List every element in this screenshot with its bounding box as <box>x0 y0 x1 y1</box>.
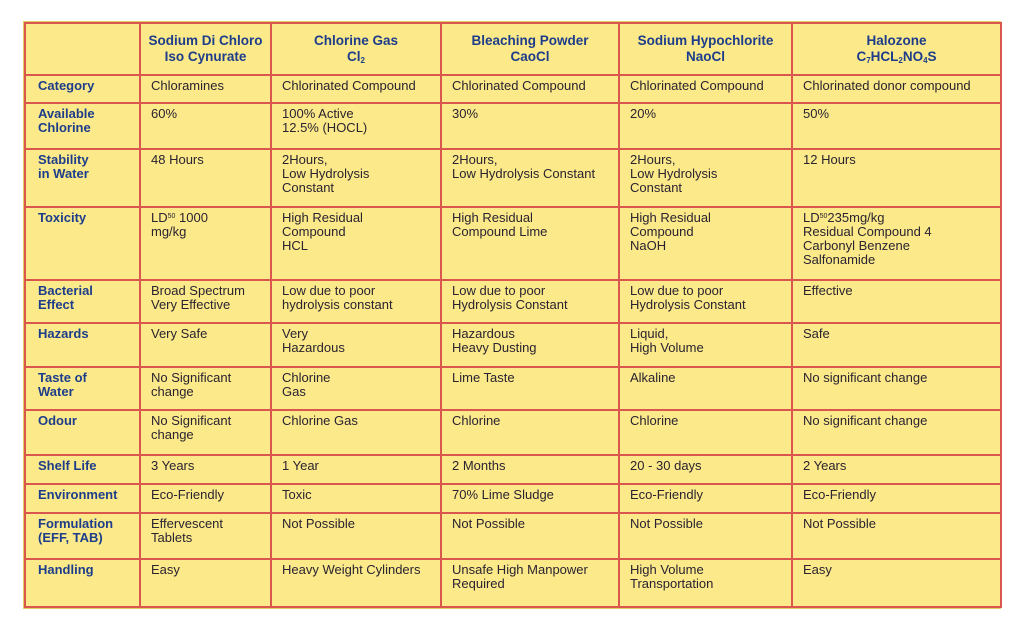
cell-taste-of-water-halozone: No significant change <box>792 367 1001 410</box>
cell-stability-in-water-sodium-hypochlorite: 2Hours, Low Hydrolysis Constant <box>619 149 792 207</box>
disinfectant-comparison-table <box>24 22 1002 608</box>
cell-odour-sodium-dichloroisocyanurate: No Significant change <box>140 410 271 454</box>
cell-odour-chlorine-gas: Chlorine Gas <box>271 410 441 454</box>
table-row-available-chlorine <box>25 103 1001 148</box>
cell-stability-in-water-bleaching-powder: 2Hours, Low Hydrolysis Constant <box>441 149 619 207</box>
cell-hazards-chlorine-gas: Very Hazardous <box>271 323 441 367</box>
table-header-row <box>25 23 1001 75</box>
cell-taste-of-water-bleaching-powder: Lime Taste <box>441 367 619 410</box>
table-row-odour <box>25 410 1001 454</box>
cell-formulation-sodium-hypochlorite: Not Possible <box>619 513 792 558</box>
cell-handling-halozone: Easy <box>792 559 1001 607</box>
cell-available-chlorine-sodium-hypochlorite: 20% <box>619 103 792 148</box>
row-label-stability-in-water: Stability in Water <box>25 149 140 207</box>
cell-bacterial-effect-sodium-dichloroisocyanurate: Broad Spectrum Very Effective <box>140 280 271 323</box>
table-row-environment <box>25 484 1001 513</box>
cell-handling-sodium-hypochlorite: High Volume Transportation <box>619 559 792 607</box>
cell-category-bleaching-powder: Chlorinated Compound <box>441 75 619 103</box>
cell-category-sodium-dichloroisocyanurate: Chloramines <box>140 75 271 103</box>
cell-odour-bleaching-powder: Chlorine <box>441 410 619 454</box>
row-label-handling: Handling <box>25 559 140 607</box>
cell-formulation-sodium-dichloroisocyanurate: Effervescent Tablets <box>140 513 271 558</box>
table-row-handling <box>25 559 1001 607</box>
cell-taste-of-water-chlorine-gas: Chlorine Gas <box>271 367 441 410</box>
cell-shelf-life-chlorine-gas: 1 Year <box>271 455 441 484</box>
row-label-available-chlorine: Available Chlorine <box>25 103 140 148</box>
cell-category-sodium-hypochlorite: Chlorinated Compound <box>619 75 792 103</box>
cell-bacterial-effect-sodium-hypochlorite: Low due to poor Hydrolysis Constant <box>619 280 792 323</box>
table-row-formulation <box>25 513 1001 558</box>
cell-shelf-life-sodium-dichloroisocyanurate: 3 Years <box>140 455 271 484</box>
cell-category-halozone: Chlorinated donor compound <box>792 75 1001 103</box>
row-label-category: Category <box>25 75 140 103</box>
cell-environment-halozone: Eco-Friendly <box>792 484 1001 513</box>
cell-shelf-life-bleaching-powder: 2 Months <box>441 455 619 484</box>
row-label-shelf-life: Shelf Life <box>25 455 140 484</box>
chemical-formula: $C_7HCL_2NO_4S$ <box>856 49 937 65</box>
cell-hazards-sodium-dichloroisocyanurate: Very Safe <box>140 323 271 367</box>
cell-available-chlorine-sodium-dichloroisocyanurate: 60% <box>140 103 271 148</box>
column-header-bleaching-powder: Bleaching Powder CaoCl <box>441 23 619 75</box>
column-header-chlorine-gas: Chlorine Gas $Cl_2$ <box>271 23 441 75</box>
table-row-stability-in-water <box>25 149 1001 207</box>
row-label-bacterial-effect: Bacterial Effect <box>25 280 140 323</box>
cell-hazards-bleaching-powder: Hazardous Heavy Dusting <box>441 323 619 367</box>
corner-cell <box>25 23 140 75</box>
cell-taste-of-water-sodium-dichloroisocyanurate: No Significant change <box>140 367 271 410</box>
row-label-hazards: Hazards <box>25 323 140 367</box>
cell-toxicity-chlorine-gas: High Residual Compound HCL <box>271 207 441 280</box>
cell-environment-sodium-hypochlorite: Eco-Friendly <box>619 484 792 513</box>
chemical-formula: NaoCl <box>685 49 725 64</box>
cell-stability-in-water-halozone: 12 Hours <box>792 149 1001 207</box>
chemical-formula: CaoCl <box>510 49 550 64</box>
table-row-bacterial-effect <box>25 280 1001 323</box>
cell-environment-bleaching-powder: 70% Lime Sludge <box>441 484 619 513</box>
row-label-odour: Odour <box>25 410 140 454</box>
table-row-taste-of-water <box>25 367 1001 410</box>
row-label-formulation: Formulation (EFF, TAB) <box>25 513 140 558</box>
cell-handling-chlorine-gas: Heavy Weight Cylinders <box>271 559 441 607</box>
cell-stability-in-water-chlorine-gas: 2Hours, Low Hydrolysis Constant <box>271 149 441 207</box>
row-label-taste-of-water: Taste of Water <box>25 367 140 410</box>
cell-available-chlorine-halozone: 50% <box>792 103 1001 148</box>
cell-bacterial-effect-halozone: Effective <box>792 280 1001 323</box>
column-header-sodium-hypochlorite: Sodium Hypochlorite NaoCl <box>619 23 792 75</box>
cell-available-chlorine-chlorine-gas: 100% Active 12.5% (HOCL) <box>271 103 441 148</box>
cell-handling-sodium-dichloroisocyanurate: Easy <box>140 559 271 607</box>
cell-environment-sodium-dichloroisocyanurate: Eco-Friendly <box>140 484 271 513</box>
cell-formulation-chlorine-gas: Not Possible <box>271 513 441 558</box>
cell-handling-bleaching-powder: Unsafe High Manpower Required <box>441 559 619 607</box>
cell-shelf-life-halozone: 2 Years <box>792 455 1001 484</box>
cell-category-chlorine-gas: Chlorinated Compound <box>271 75 441 103</box>
cell-shelf-life-sodium-hypochlorite: 20 - 30 days <box>619 455 792 484</box>
cell-taste-of-water-sodium-hypochlorite: Alkaline <box>619 367 792 410</box>
cell-toxicity-sodium-dichloroisocyanurate: LD$^{50}$ 1000 mg/kg <box>140 207 271 280</box>
column-header-sodium-dichloroisocyanurate: Sodium Di Chloro Iso Cynurate <box>140 23 271 75</box>
cell-toxicity-bleaching-powder: High Residual Compound Lime <box>441 207 619 280</box>
table-row-toxicity <box>25 207 1001 280</box>
cell-odour-halozone: No significant change <box>792 410 1001 454</box>
cell-environment-chlorine-gas: Toxic <box>271 484 441 513</box>
cell-toxicity-halozone: LD$^{50}$235mg/kg Residual Compound 4 Carbonyl Benzene Salfonamide <box>792 207 1001 280</box>
table-row-hazards <box>25 323 1001 367</box>
row-label-toxicity: Toxicity <box>25 207 140 280</box>
cell-odour-sodium-hypochlorite: Chlorine <box>619 410 792 454</box>
table-row-category <box>25 75 1001 103</box>
row-label-environment: Environment <box>25 484 140 513</box>
cell-toxicity-sodium-hypochlorite: High Residual Compound NaOH <box>619 207 792 280</box>
cell-formulation-halozone: Not Possible <box>792 513 1001 558</box>
cell-bacterial-effect-chlorine-gas: Low due to poor hydrolysis constant <box>271 280 441 323</box>
cell-hazards-sodium-hypochlorite: Liquid, High Volume <box>619 323 792 367</box>
table-row-shelf-life <box>25 455 1001 484</box>
chemical-formula: $Cl_2$ <box>347 49 365 65</box>
column-header-halozone: Halozone $C_7HCL_2NO_4S$ <box>792 23 1001 75</box>
cell-available-chlorine-bleaching-powder: 30% <box>441 103 619 148</box>
cell-formulation-bleaching-powder: Not Possible <box>441 513 619 558</box>
cell-stability-in-water-sodium-dichloroisocyanurate: 48 Hours <box>140 149 271 207</box>
cell-hazards-halozone: Safe <box>792 323 1001 367</box>
cell-bacterial-effect-bleaching-powder: Low due to poor Hydrolysis Constant <box>441 280 619 323</box>
